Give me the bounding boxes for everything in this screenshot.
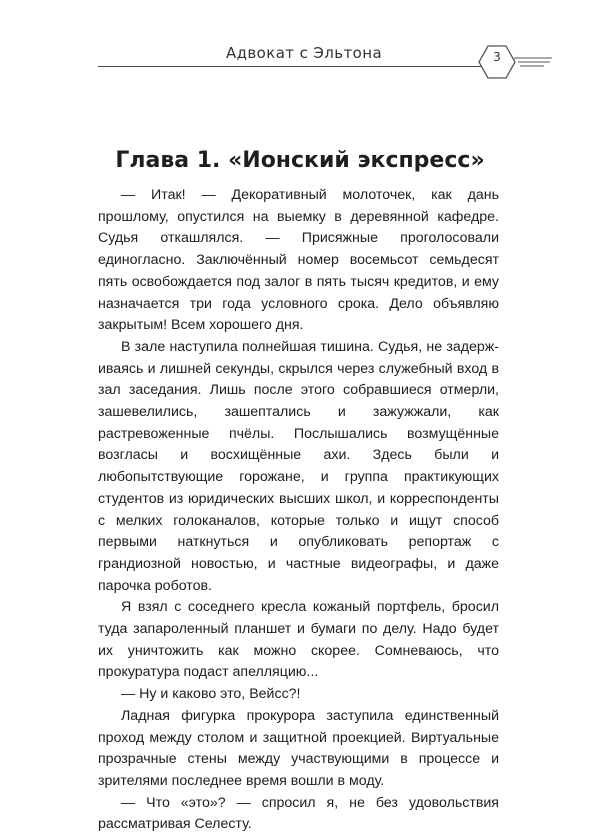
running-title: Адвокат с Эльтона <box>226 44 383 62</box>
paragraph-4: — Ну и каково это, Вейсс?! <box>121 686 301 703</box>
header-rule <box>98 66 481 67</box>
paragraph-3: Я взял с соседнего кресла кожаный портфель, бросил туда запароленный планшет и бумаги по делу. Надо будет их уничтожить как можно скорее. Сомневаюсь, что прокуратура подаст апелляцию... <box>98 599 499 681</box>
paragraph-1: — Итак! — Декоративный молоточек, как дань прошлому, опустился на выемку в деревянной кафедре. Судья откашлялся. — Присяжные проголосовали единогласно. Заключённый номер восемьсот семьдесят пять освобождается под залог в пять тысяч кредитов, и ему назначается три года условного срока. Дело объявляю закрытым! Всем хорошего дня. <box>98 187 499 334</box>
page-number: 3 <box>493 50 501 64</box>
paragraph-2: В зале наступила полнейшая тишина. Судья, не задерживаясь и лишней секунды, скрылся через служебный вход в зал заседания. Лишь после этого собравшиеся отмерли, зашевелились, зашептались и зажужжали, как растревоженные пчёлы. Послышались возмущённые возгласы и восхищённые ахи. Здесь были и любопытствующие горожане, и группа практикующих студентов из юридических высших школ, и корреспонденты с мелких голоканалов, которые только и ищут способ первыми наткнуться и опубликовать репортаж с грандиозной новостью, и частные видеографы, и даже парочка роботов. <box>98 338 499 594</box>
chapter-title: Глава 1. «Ионский экспресс» <box>115 148 485 173</box>
header-decoration-lines <box>514 50 554 68</box>
paragraph-5: Ладная фигурка прокурора заступила единственный проход между столом и защитной проекцией. Виртуальные прозрачные стены между участвующими в процессе и зрителями последнее время вошли в моду. <box>98 707 499 789</box>
chapter-text <box>98 185 499 836</box>
paragraph-6: — Что «это»? — спросил я, не без удовольствия рассматривая Селесту. <box>98 794 499 833</box>
